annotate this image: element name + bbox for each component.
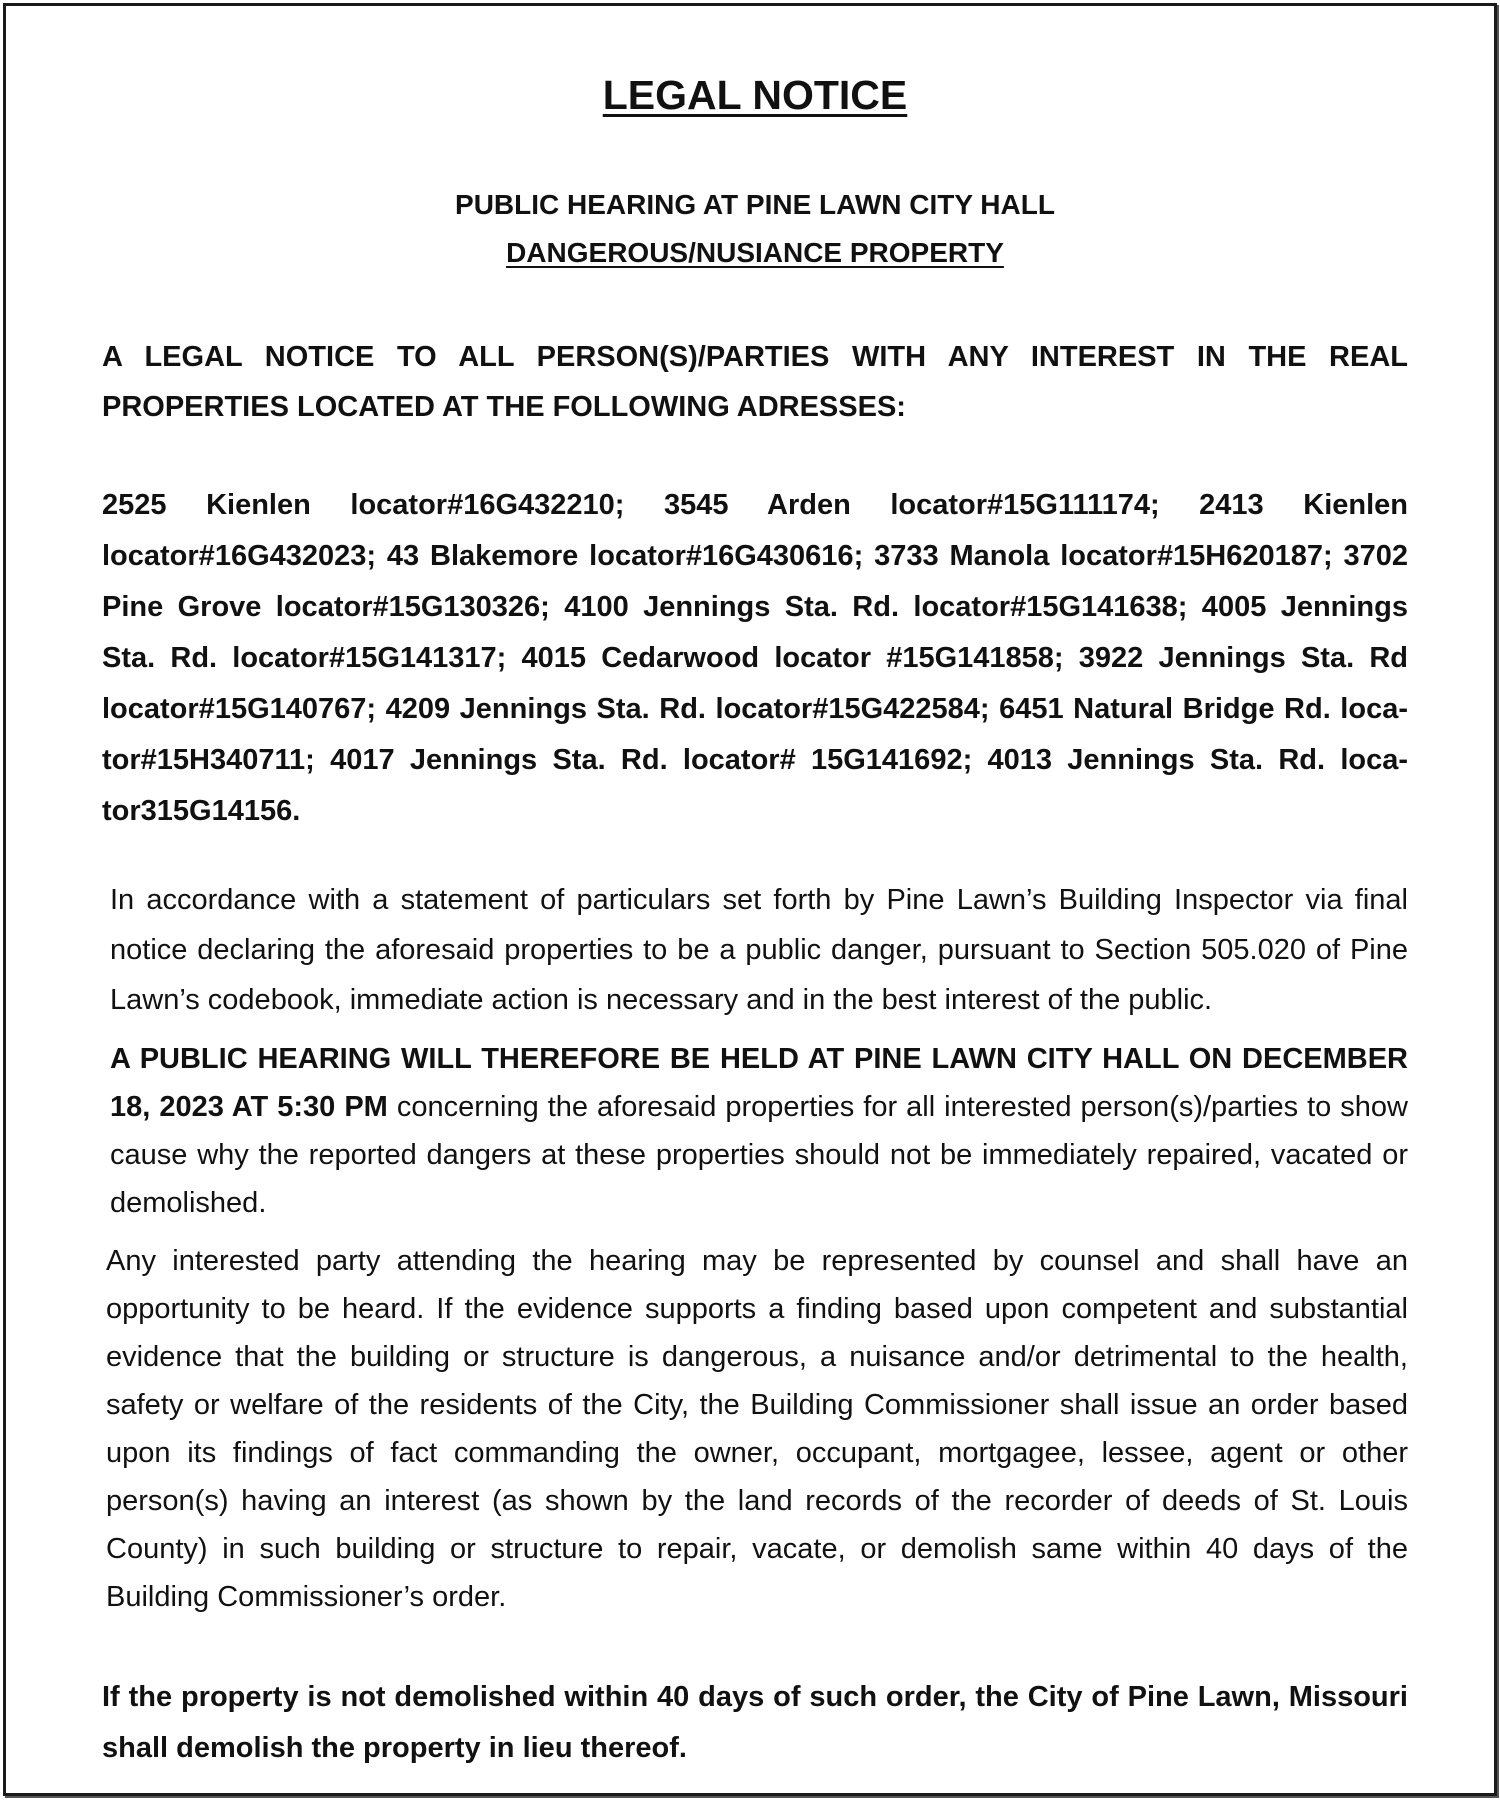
demolition-warning: If the property is not demolished within 40 days of such order, the City of Pine Lawn, Missouri shall demolish the property in lieu thereof. <box>102 1681 1408 1764</box>
intro-paragraph: A LEGAL NOTICE TO ALL PERSON(S)/PARTIES WITH ANY INTEREST IN THE REAL PROPERTIES LOCATED AT THE FOLLOWING ADRESSES: <box>102 341 1408 423</box>
address-list: 2525 Kienlen locator#16G432210; 3545 Arden locator#15G111174; 2413 Kienlen locator#16G432023; 43 Blakemore locator#16G430616; 3733 Manola locator#15H620187; 3702 Pine Grove locator#15G130326; 4100 Jennings Sta. Rd. locator#15G141638; 4005 Jennings Sta. Rd. locator#15G141317; 4015 Cedarwood locator #15G141858; 3922 Jennings Sta. Rd locator#15G140767; 4209 Jennings Sta. Rd. locator#15G422584; 6451 Natural Bridge Rd. loca-tor#15H340711; 4017 Jennings Sta. Rd. locator# 15G141692; 4013 Jennings Sta. Rd. loca-tor315G14156. <box>102 489 1408 827</box>
counsel-paragraph: Any interested party attending the hearing may be represented by counsel and shall have an opportunity to be heard. If the evidence supports a finding based upon competent and substantial evidence that the building or structure is dangerous, a nuisance and/or detrimental to the health, safety or welfare of the residents of the City, the Building Commissioner shall issue an order based upon its findings of fact commanding the owner, occupant, mortgagee, lessee, agent or other person(s) having an interest (as shown by the land records of the recorder of deeds of St. Louis County) in such building or structure to repair, vacate, or demolish same within 40 days of the Building Commissioner’s order. <box>106 1245 1408 1613</box>
notice-title: LEGAL NOTICE <box>602 72 908 118</box>
hearing-paragraph <box>110 1035 1408 1227</box>
statement-paragraph: In accordance with a statement of particulars set forth by Pine Lawn’s Building Inspector via final notice declaring the aforesaid properties to be a public danger, pursuant to Section 505.020 of Pine Lawn’s codebook, immediate action is necessary and in the best interest of the public. <box>110 884 1408 1016</box>
hearing-heading: PUBLIC HEARING AT PINE LAWN CITY HALL <box>455 189 1055 220</box>
property-type-heading: DANGEROUS/NUSIANCE PROPERTY <box>506 237 1004 268</box>
notice-frame <box>3 3 1497 1796</box>
hearing-date-statement: A PUBLIC HEARING WILL THEREFORE BE HELD AT PINE LAWN CITY HALL ON DECEMBER 18, 2023 AT 5:30 PM <box>110 1043 1408 1123</box>
hearing-purpose-text: concerning the aforesaid properties for all interested person(s)/parties to show cause why the reported dangers at these properties should not be immediately repaired, vacated or demolished. <box>110 1091 1408 1219</box>
